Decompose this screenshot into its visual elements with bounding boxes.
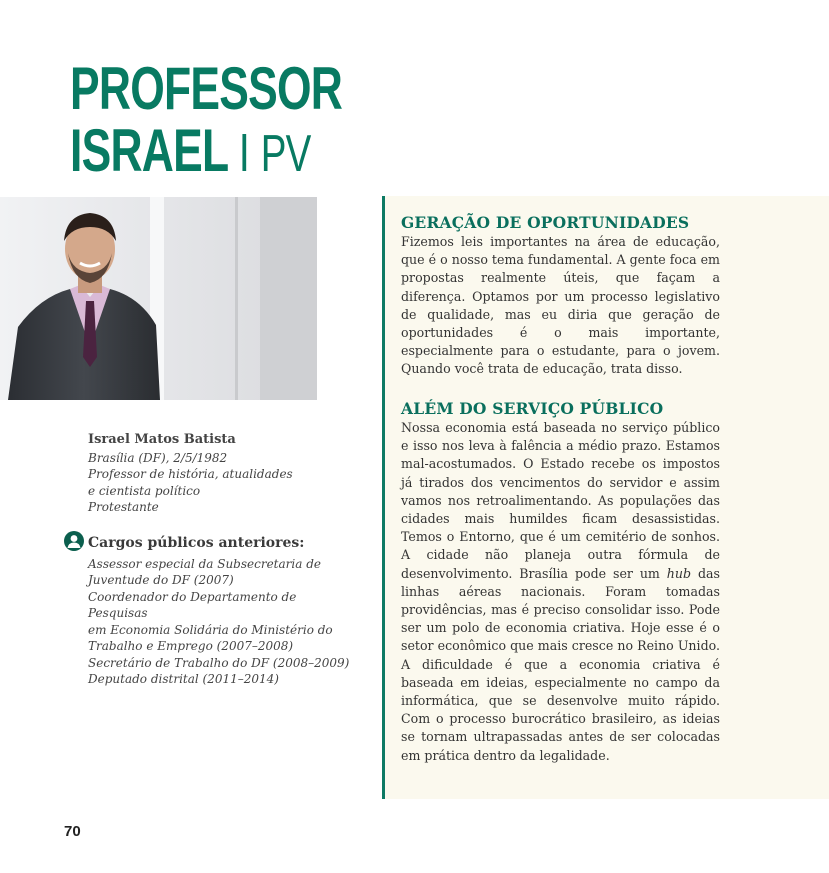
- positions-heading-label: Cargos públicos anteriores:: [88, 535, 305, 551]
- page-number: 70: [64, 823, 81, 840]
- bio-block: [88, 432, 358, 516]
- list-item: Assessor especial da Subsecretaria de: [88, 556, 321, 571]
- emphasis-hub: hub: [666, 565, 692, 581]
- page-title: [70, 55, 343, 185]
- list-item: Secretário de Trabalho do DF (2008–2009): [88, 655, 350, 670]
- title-separator: I: [238, 123, 250, 183]
- birth-info: Brasília (DF), 2/5/1982: [88, 450, 228, 465]
- person-icon: [64, 531, 84, 556]
- religion: Protestante: [88, 500, 159, 514]
- title-line-1: PROFESSOR: [70, 55, 343, 122]
- section-body: Fizemos leis importantes na área de educação, que é o nosso tema fundamental. A gente foca em propostas realmente úteis, que façam a diferença. Optamos por um processo legislativo de qualidade, mas eu diria que geração de oportunidades é o mais importante, especialmente para o estudante, para o jovem. Quando você trata de educação, trata disso.: [401, 234, 720, 377]
- title-surname: ISRAEL: [70, 117, 229, 184]
- section-heading: GERAÇÃO DE OPORTUNIDADES: [401, 213, 690, 232]
- list-item: Juventude do DF (2007): [88, 573, 234, 587]
- profession-line-2: e cientista político: [88, 483, 201, 498]
- profession-line-1: Professor de história, atualidades: [88, 467, 293, 481]
- section-heading: ALÉM DO SERVIÇO PÚBLICO: [401, 399, 664, 418]
- panel-rule: [382, 196, 385, 799]
- list-item: em Economia Solidária do Ministério do: [88, 622, 333, 637]
- candidate-photo: [0, 197, 317, 400]
- previous-positions: [64, 531, 354, 688]
- full-name: Israel Matos Batista: [88, 432, 236, 447]
- section-oportunidades: [401, 213, 720, 379]
- party-label: PV: [260, 125, 311, 183]
- body-text-part-1: Nossa economia está baseada no serviço público e isso nos leva à falência a médio prazo. Estamos mal-acostumados. O Estado recebe os impostos já tirados dos vencimentos do servidor e assim vamos nos retroalimentando. As populações das cidades mais humildes ficam desassistidas. Temos o Entorno, que é um cemitério de sonhos. A cidade não planeja outra fórmula de desenvolvimento. Brasília pode ser um: [401, 420, 720, 581]
- title-line-2: [70, 117, 342, 185]
- section-body: [401, 419, 720, 765]
- body-text-part-2: das linhas aéreas nacionais. Foram tomadas providências, mas é preciso consolidar isso. Pode ser um polo de economia criativa. Hoje esse é o setor econômico que mais cresce no Reino Unido. A dificuldade é que a economia criativa é baseada em ideias, especialmente no campo da informática, que se desenvolve muito rápido. Com o processo burocrático brasileiro, as ideias se tornam ultrapassadas antes de ser colocadas em prática dentro da legalidade.: [401, 565, 720, 763]
- positions-heading: [64, 531, 354, 556]
- list-item: Deputado distrital (2011–2014): [88, 672, 279, 686]
- section-servico-publico: [401, 399, 720, 765]
- list-item: Coordenador do Departamento de Pesquisas: [88, 589, 297, 620]
- list-item: Trabalho e Emprego (2007–2008): [88, 639, 294, 653]
- positions-list: [64, 556, 354, 688]
